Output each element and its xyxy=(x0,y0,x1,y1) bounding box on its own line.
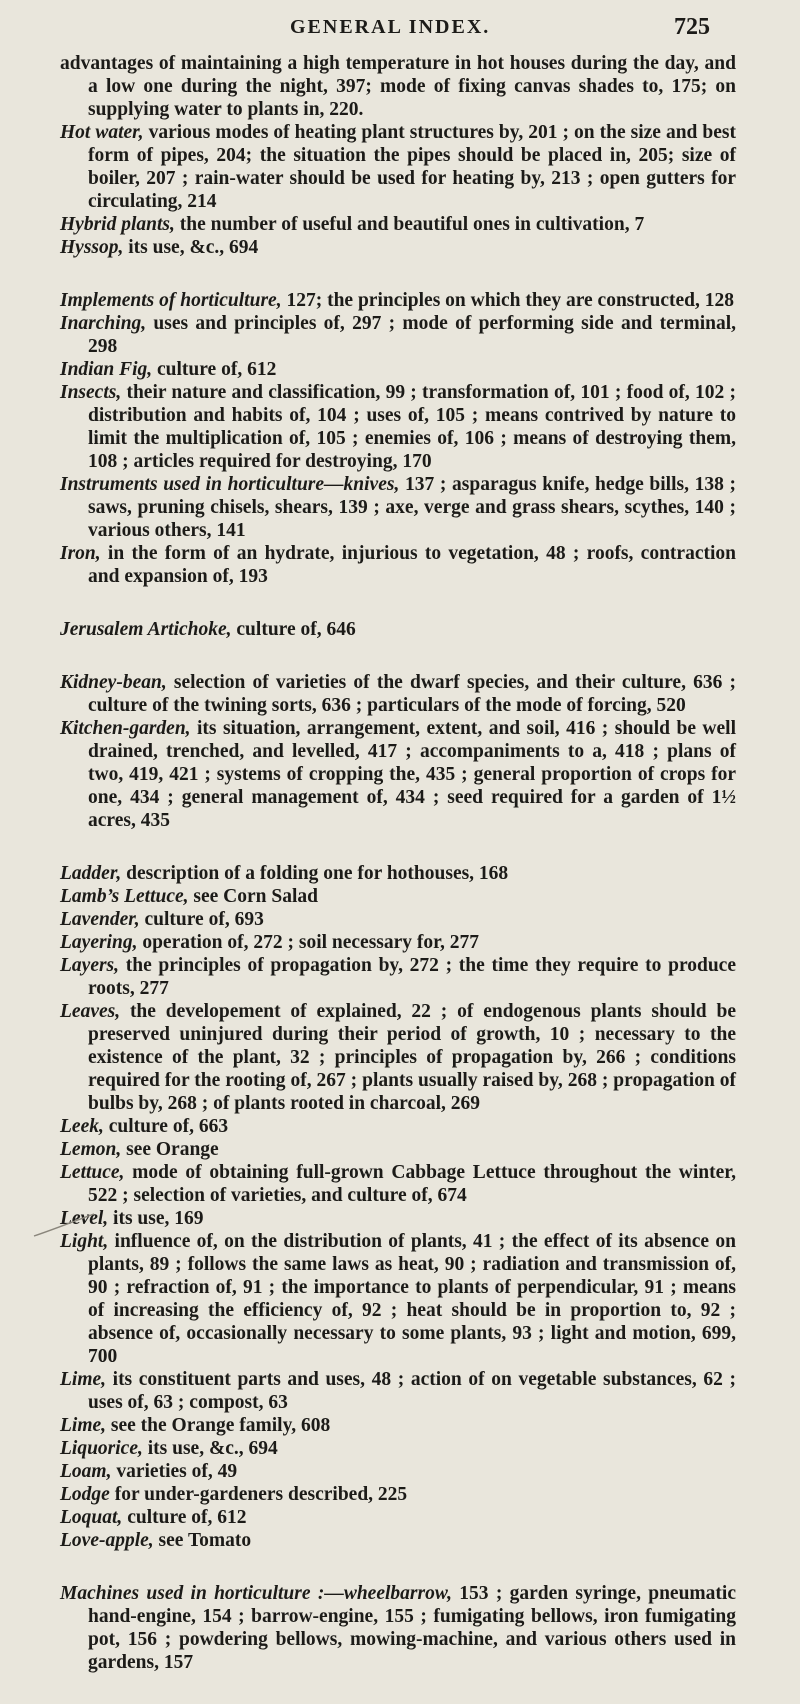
index-letter-group xyxy=(60,289,736,588)
index-letter-group xyxy=(60,52,736,259)
index-entries xyxy=(60,52,736,1704)
index-entry-text: culture of, 693 xyxy=(139,909,264,930)
index-entry-term: Lemon, xyxy=(60,1139,122,1160)
index-entry-term: Lime, xyxy=(60,1369,107,1390)
index-letter-group xyxy=(60,618,736,641)
index-entry-text: culture of, 646 xyxy=(231,619,356,640)
index-entry-text: see Corn Salad xyxy=(188,886,318,907)
index-entry xyxy=(60,1368,736,1414)
index-entry-term: Leaves, xyxy=(60,1001,121,1022)
index-entry xyxy=(60,1460,736,1483)
index-entry-term: Insects, xyxy=(60,382,122,403)
index-entry-text: 127; the principles on which they are constructed, 128 xyxy=(281,290,735,311)
index-entry-text: in the form of an hydrate, injurious to vegetation, 48 ; roofs, contraction and expansion of, 193 xyxy=(88,543,736,587)
index-entry-text: selection of varieties of the dwarf species, and their culture, 636 ; culture of the twining sorts, 636 ; particulars of the mode of forcing, 520 xyxy=(88,672,736,716)
index-entry xyxy=(60,671,736,717)
index-entry-text: see Tomato xyxy=(153,1530,252,1551)
index-entry xyxy=(60,1506,736,1529)
pencil-mark xyxy=(32,1212,96,1238)
index-entry-term: Kidney-bean, xyxy=(60,672,167,693)
page-number: 725 xyxy=(674,14,710,40)
index-entry-term: Inarching, xyxy=(60,313,147,334)
index-entry xyxy=(60,312,736,358)
index-letter-group xyxy=(60,671,736,832)
index-entry-term: Kitchen-garden, xyxy=(60,718,191,739)
index-entry-term: Hybrid plants, xyxy=(60,214,175,235)
index-entry-term: Machines used in horticulture :—wheelbarrow, xyxy=(60,1583,452,1604)
index-entry xyxy=(60,618,736,641)
index-entry xyxy=(60,1414,736,1437)
index-entry xyxy=(60,358,736,381)
index-entry-text: culture of, 612 xyxy=(122,1507,247,1528)
index-entry-term: Implements of horticulture, xyxy=(60,290,282,311)
index-entry xyxy=(60,1000,736,1115)
index-entry xyxy=(60,1437,736,1460)
index-entry xyxy=(60,717,736,832)
index-entry-text: culture of, 612 xyxy=(152,359,277,380)
index-entry xyxy=(60,121,736,213)
page-header xyxy=(0,12,800,48)
index-entry-term: Layering, xyxy=(60,932,138,953)
index-entry xyxy=(60,236,736,259)
index-entry-text: advantages of maintaining a high temperature in hot houses during the day, and a low one during the night, 397; mode of fixing canvas shades to, 175; on supplying water to plants in, 220. xyxy=(60,53,736,120)
index-entry xyxy=(60,1207,736,1230)
index-entry-term: Level, xyxy=(60,1208,109,1229)
index-entry xyxy=(60,1161,736,1207)
index-entry-term: Hyssop, xyxy=(60,237,124,258)
index-entry xyxy=(60,1529,736,1552)
running-head: GENERAL INDEX. xyxy=(290,16,491,38)
index-entry-text: its use, 169 xyxy=(108,1208,204,1229)
index-entry-text: influence of, on the distribution of plants, 41 ; the effect of its absence on plants, 89 ; follows the same laws as heat, 90 ; radiation and transmission of, 90 ; refraction of, 91 ; the importance to plants of perpendicular, 91 ; means of increasing the efficiency of, 92 ; heat should be in proportion to, 92 ; absence of, occasionally necessary to some plants, 93 ; light and motion, 699, 700 xyxy=(88,1231,736,1367)
index-entry-text: the number of useful and beautiful ones in cultivation, 7 xyxy=(174,214,645,235)
index-entry-text: the developement of explained, 22 ; of endogenous plants should be preserved uninjured during their period of growth, 10 ; necessary to the existence of the plant, 32 ; principles of propagation by, 266 ; conditions required for the rooting of, 267 ; plants usually raised by, 268 ; propagation of bulbs by, 268 ; of plants rooted in charcoal, 269 xyxy=(88,1001,736,1114)
index-entry-text: for under-gardeners described, 225 xyxy=(109,1484,408,1505)
index-entry xyxy=(60,1483,736,1506)
index-entry xyxy=(60,473,736,542)
index-entry xyxy=(60,542,736,588)
index-entry xyxy=(60,885,736,908)
index-entry-text: various modes of heating plant structures by, 201 ; on the size and best form of pipes, 204; the situation the pipes should be placed in, 205; size of boiler, 207 ; rain-water should be used for heating by, 213 ; open gutters for circulating, 214 xyxy=(88,122,736,212)
index-entry-term: Indian Fig, xyxy=(60,359,153,380)
index-entry xyxy=(60,213,736,236)
index-entry-term: Instruments used in horticulture—knives, xyxy=(60,474,400,495)
index-entry-text: see the Orange family, 608 xyxy=(106,1415,331,1436)
index-entry-term: Lime, xyxy=(60,1415,107,1436)
index-entry-term: Ladder, xyxy=(60,863,122,884)
index-entry-text: operation of, 272 ; soil necessary for, 277 xyxy=(137,932,480,953)
index-entry-text: their nature and classification, 99 ; transformation of, 101 ; food of, 102 ; distribution and habits of, 104 ; uses of, 105 ; means contrived by nature to limit the multiplication of, 105 ; enemies of, 106 ; means of destroying them, 108 ; articles required for destroying, 170 xyxy=(88,382,736,472)
index-entry xyxy=(60,954,736,1000)
index-entry-term: Lodge xyxy=(60,1484,110,1505)
index-entry-text: its use, &c., 694 xyxy=(123,237,259,258)
index-entry xyxy=(60,1138,736,1161)
index-entry-text: description of a folding one for hothouses, 168 xyxy=(121,863,509,884)
index-entry xyxy=(60,908,736,931)
index-entry xyxy=(60,289,736,312)
index-entry-term: Hot water, xyxy=(60,122,144,143)
index-entry-term: Loquat, xyxy=(60,1507,123,1528)
index-entry-text: 153 ; garden syringe, pneumatic hand-engine, 154 ; barrow-engine, 155 ; fumigating bellows, iron fumigating pot, 156 ; powdering bellows, mowing-machine, and various others used in gardens, 157 xyxy=(88,1583,736,1673)
index-entry xyxy=(60,381,736,473)
index-entry xyxy=(60,1115,736,1138)
index-entry-term: Lavender, xyxy=(60,909,140,930)
index-entry-term: Light, xyxy=(60,1231,109,1252)
index-entry-term: Leek, xyxy=(60,1116,104,1137)
index-letter-group xyxy=(60,1582,736,1674)
index-entry-text: its use, &c., 694 xyxy=(142,1438,278,1459)
index-letter-group xyxy=(60,862,736,1552)
index-entry xyxy=(60,52,736,121)
index-entry-term: Love-apple, xyxy=(60,1530,154,1551)
index-entry-text: culture of, 663 xyxy=(103,1116,229,1137)
index-entry-term: Layers, xyxy=(60,955,120,976)
index-entry xyxy=(60,1230,736,1368)
index-entry-text: its constituent parts and uses, 48 ; action of on vegetable substances, 62 ; uses of, 63 ; compost, 63 xyxy=(88,1369,736,1413)
index-entry xyxy=(60,862,736,885)
index-entry-text: mode of obtaining full-grown Cabbage Lettuce throughout the winter, 522 ; selection of varieties, and culture of, 674 xyxy=(88,1162,736,1206)
index-entry-text: 137 ; asparagus knife, hedge bills, 138 ; saws, pruning chisels, shears, 139 ; axe, verge and grass shears, scythes, 140 ; various others, 141 xyxy=(88,474,737,541)
index-entry-term: Lamb’s Lettuce, xyxy=(60,886,189,907)
index-entry-text: varieties of, 49 xyxy=(111,1461,238,1482)
index-entry-term: Loam, xyxy=(60,1461,112,1482)
index-entry xyxy=(60,1582,736,1674)
index-entry-term: Liquorice, xyxy=(60,1438,143,1459)
index-entry xyxy=(60,931,736,954)
index-entry-term: Iron, xyxy=(60,543,101,564)
index-entry-text: uses and principles of, 297 ; mode of performing side and terminal, 298 xyxy=(88,313,736,357)
index-entry-term: Lettuce, xyxy=(60,1162,125,1183)
index-entry-term: Jerusalem Artichoke, xyxy=(60,619,232,640)
index-entry-text: its situation, arrangement, extent, and soil, 416 ; should be well drained, trenched, and levelled, 417 ; accompaniments to a, 418 ; plans of two, 419, 421 ; systems of cropping the, 435 ; general proportion of crops for one, 434 ; general management of, 434 ; seed required for a garden of 1½ acres, 435 xyxy=(88,718,736,831)
index-entry-text: see Orange xyxy=(121,1139,219,1160)
index-entry-text: the principles of propagation by, 272 ; the time they require to produce roots, 277 xyxy=(88,955,736,999)
